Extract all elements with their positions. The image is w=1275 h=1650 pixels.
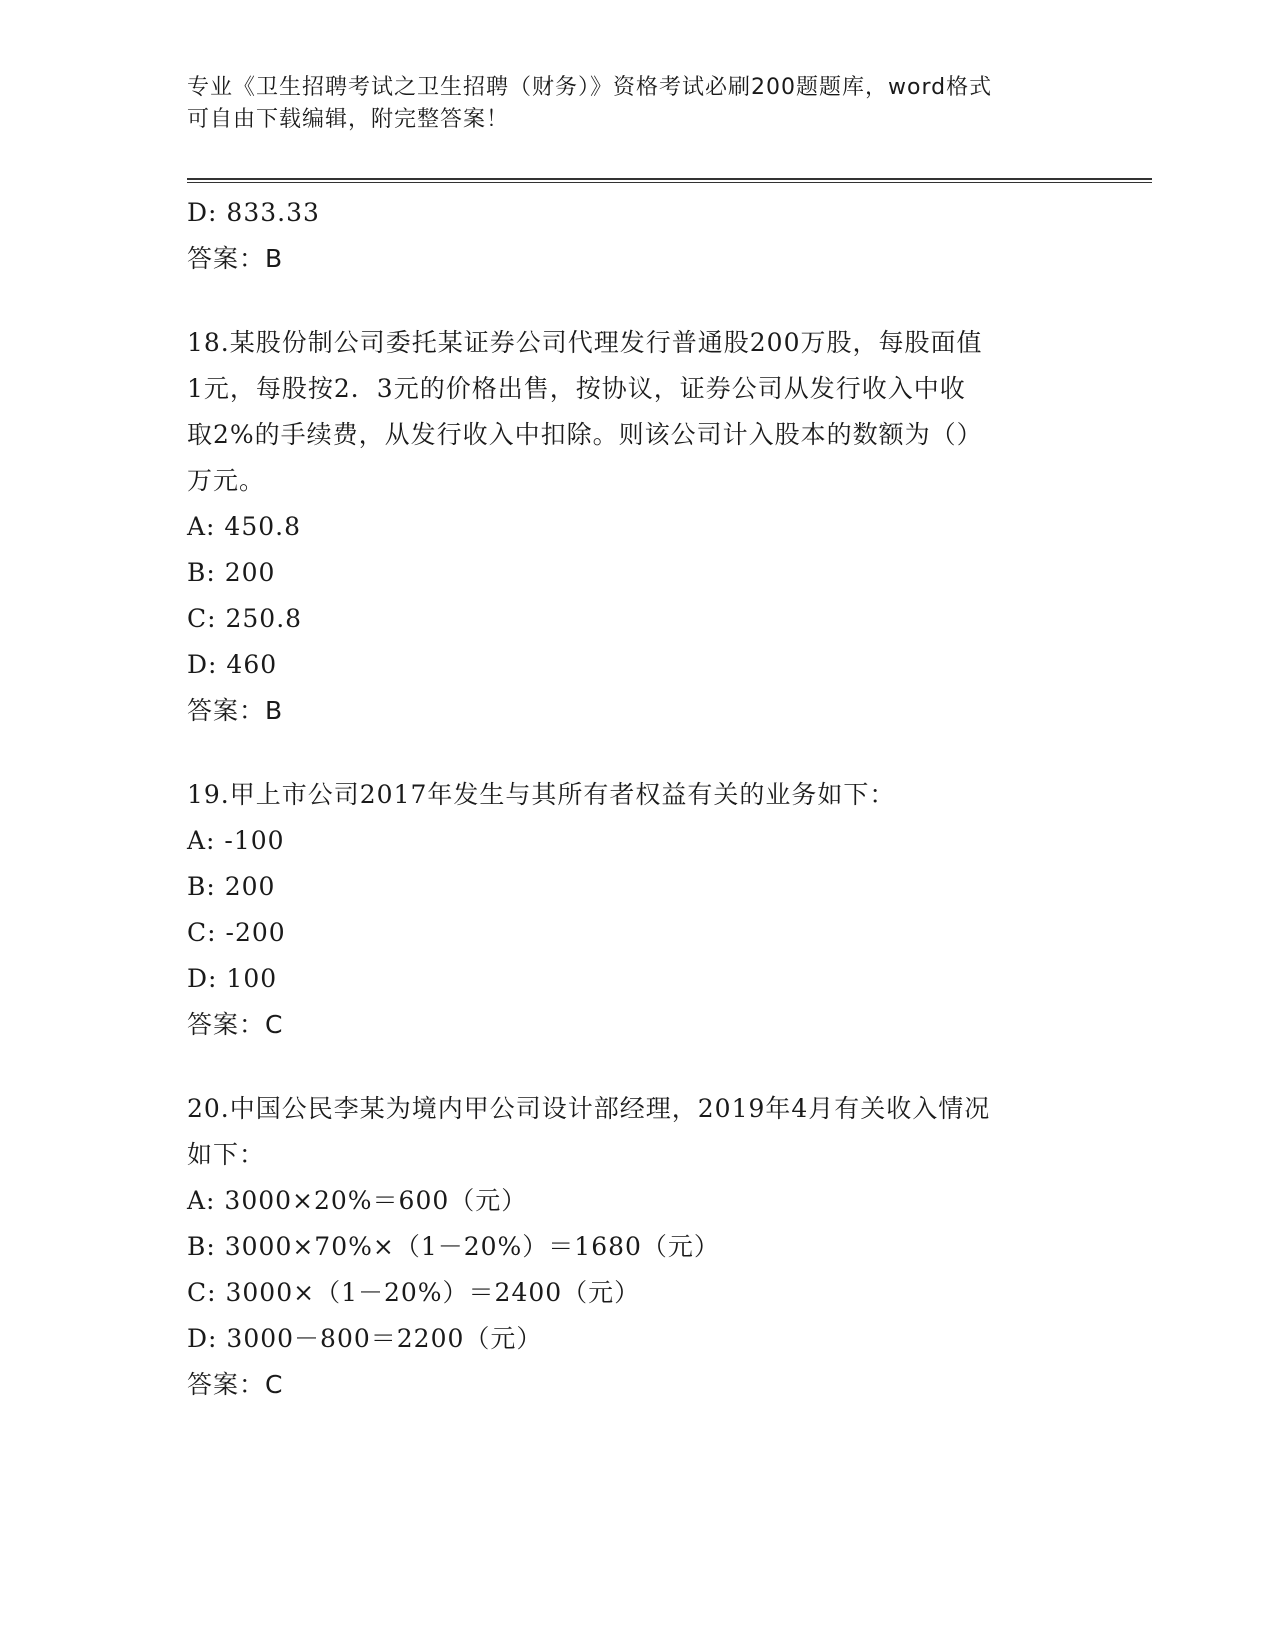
option-d: D: 833.33: [187, 198, 320, 227]
spacer: [187, 1048, 1087, 1086]
question-text-line: 如下：: [187, 1140, 266, 1169]
option-a: A: 3000×20%＝600（元）: [187, 1186, 528, 1215]
spacer: [187, 734, 1087, 772]
answer-line: 答案：C: [187, 1370, 284, 1399]
document-body: [187, 190, 1087, 1408]
option-c: C: 250.8: [187, 604, 303, 633]
header-divider: [187, 178, 1152, 183]
question-text-line: 20.中国公民李某为境内甲公司设计部经理，2019年4月有关收入情况: [187, 1094, 991, 1123]
question-19: [187, 772, 1087, 1048]
option-b: B: 3000×70%×（1－20%）＝1680（元）: [187, 1232, 720, 1261]
question-text-line: 19.甲上市公司2017年发生与其所有者权益有关的业务如下：: [187, 780, 896, 809]
question-text-line: 18.某股份制公司委托某证券公司代理发行普通股200万股，每股面值: [187, 328, 983, 357]
option-a: A: -100: [187, 826, 285, 855]
option-a: A: 450.8: [187, 512, 301, 541]
option-d: D: 3000－800＝2200（元）: [187, 1324, 543, 1353]
option-d: D: 460: [187, 650, 278, 679]
question-text-line: 取2%的手续费，从发行收入中扣除。则该公司计入股本的数额为（）: [187, 420, 983, 449]
question-20: [187, 1086, 1087, 1408]
page-header: [187, 72, 1087, 136]
option-b: B: 200: [187, 558, 276, 587]
header-title-line-1: 专业《卫生招聘考试之卫生招聘（财务）》资格考试必刷200题题库，word格式: [187, 75, 993, 100]
question-18: [187, 320, 1087, 734]
spacer: [187, 282, 1087, 320]
question-text-line: 万元。: [187, 466, 266, 495]
answer-line: 答案：C: [187, 1010, 284, 1039]
question-17-tail: [187, 190, 1087, 282]
answer-line: 答案：B: [187, 696, 284, 725]
answer-line: 答案：B: [187, 244, 284, 273]
option-c: C: 3000×（1－20%）＝2400（元）: [187, 1278, 641, 1307]
header-title-line-2: 可自由下载编辑，附完整答案！: [187, 107, 510, 132]
option-b: B: 200: [187, 872, 276, 901]
question-text-line: 1元，每股按2．3元的价格出售，按协议，证券公司从发行收入中收: [187, 374, 966, 403]
option-c: C: -200: [187, 918, 286, 947]
option-d: D: 100: [187, 964, 278, 993]
